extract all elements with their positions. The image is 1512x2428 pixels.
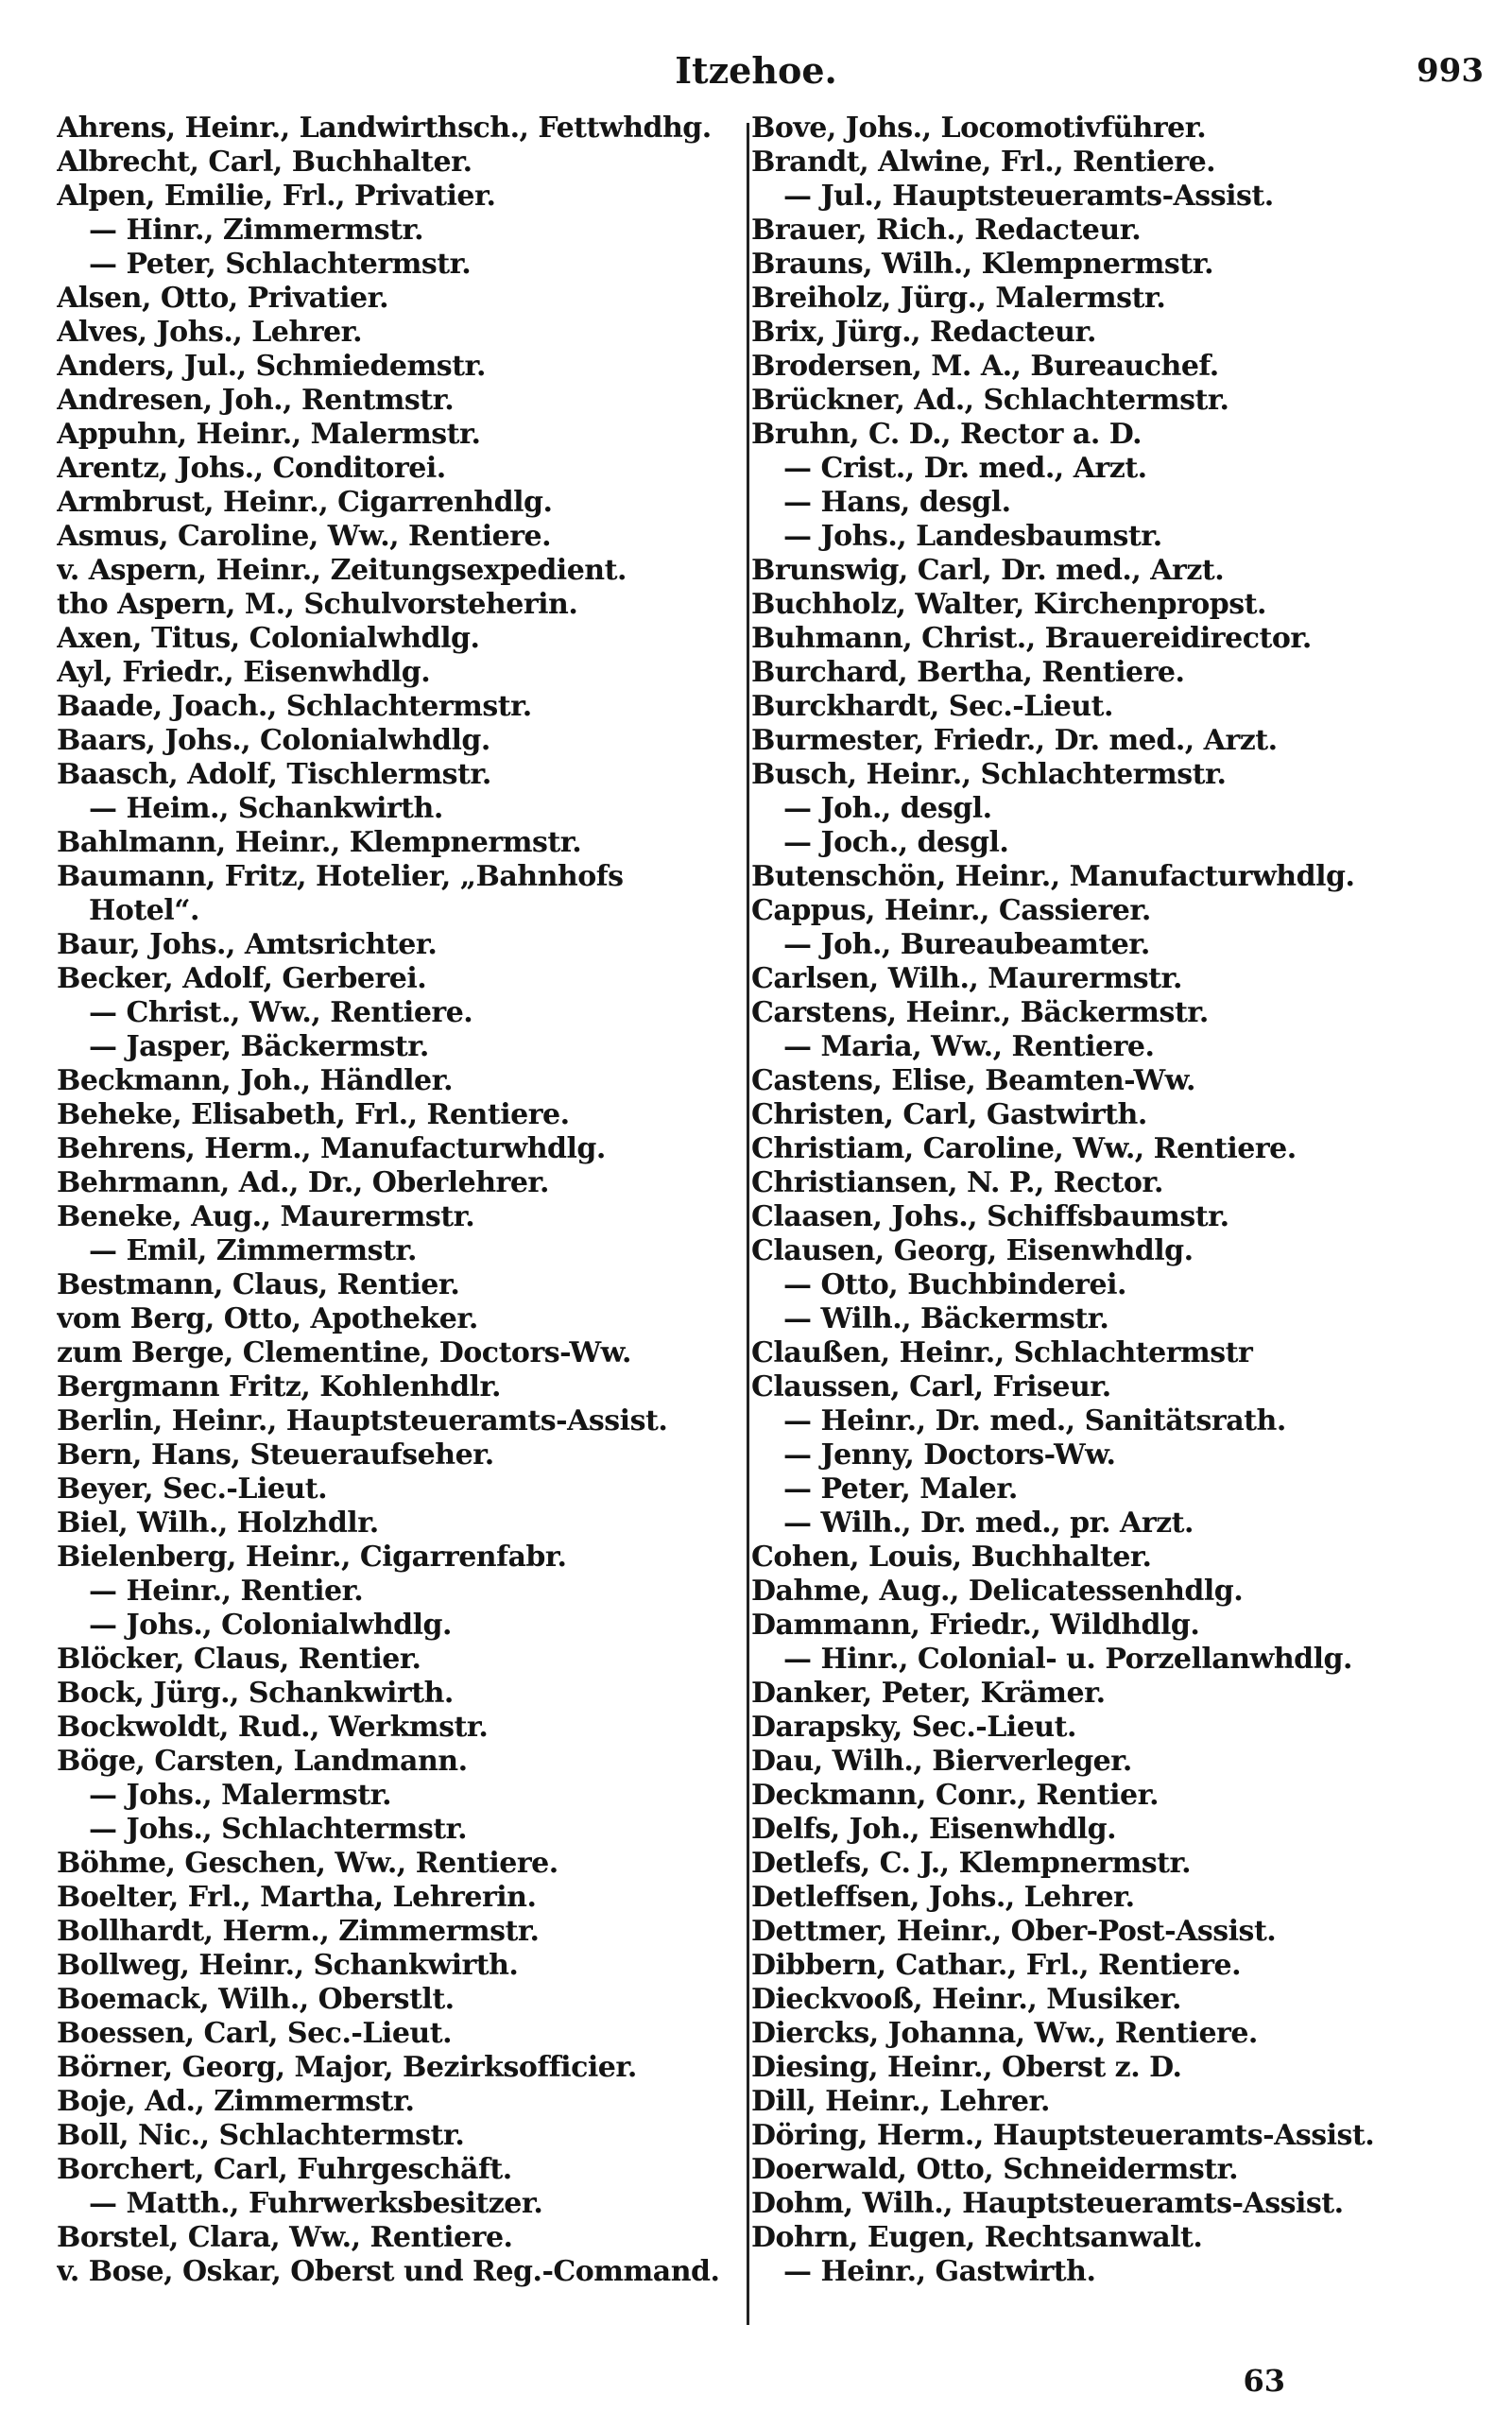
directory-entry: — Christ., Ww., Rentiere. [89,996,473,1029]
directory-entry: Dahme, Aug., Delicatessenhdlg. [751,1575,1244,1608]
directory-entry: Arentz, Johs., Conditorei. [57,452,446,485]
directory-entry: Dibbern, Cathar., Frl., Rentiere. [751,1949,1242,1982]
directory-entry: v. Bose, Oskar, Oberst und Reg.-Command. [57,2255,720,2288]
directory-entry: — Johs., Landesbaumstr. [783,520,1162,553]
directory-entry: Bock, Jürg., Schankwirth. [57,1677,454,1710]
directory-entry: Brauer, Rich., Redacteur. [751,214,1142,247]
directory-entry: Anders, Jul., Schmiedemstr. [57,350,486,383]
directory-entry: Borchert, Carl, Fuhrgeschäft. [57,2153,512,2186]
directory-entry: — Emil, Zimmermstr. [89,1234,417,1267]
directory-entry: Brückner, Ad., Schlachtermstr. [751,384,1229,417]
directory-entry: Asmus, Caroline, Ww., Rentiere. [57,520,552,553]
directory-entry: Brauns, Wilh., Klempnermstr. [751,248,1214,281]
directory-entry: Dau, Wilh., Bierverleger. [751,1745,1132,1778]
directory-entry: Alpen, Emilie, Frl., Privatier. [57,180,496,213]
directory-entry: Berlin, Heinr., Hauptsteueramts-Assist. [57,1404,668,1438]
directory-entry: Dieckvooß, Heinr., Musiker. [751,1983,1181,2016]
directory-entry: Busch, Heinr., Schlachtermstr. [751,758,1227,791]
directory-entry: Alves, Johs., Lehrer. [57,316,363,349]
directory-entry: Breiholz, Jürg., Malermstr. [751,282,1166,315]
directory-entry: — Peter, Schlachtermstr. [89,248,472,281]
directory-entry: — Joh., desgl. [783,792,992,825]
page-header [0,47,1512,95]
directory-entry: tho Aspern, M., Schulvorsteherin. [57,588,578,621]
directory-entry: Appuhn, Heinr., Malermstr. [57,418,481,451]
directory-entry: Cohen, Louis, Buchhalter. [751,1541,1152,1574]
directory-entry: — Hinr., Zimmermstr. [89,214,424,247]
directory-entry: Carlsen, Wilh., Maurermstr. [751,962,1182,995]
directory-entry: Boessen, Carl, Sec.-Lieut. [57,2017,453,2050]
left-column [57,112,751,2289]
directory-entry: Christiansen, N. P., Rector. [751,1166,1163,1199]
directory-entry: vom Berg, Otto, Apotheker. [57,1302,478,1335]
directory-entry: Christen, Carl, Gastwirth. [751,1098,1147,1131]
directory-entry: Bollweg, Heinr., Schankwirth. [57,1949,519,1982]
directory-entry: — Heim., Schankwirth. [89,792,443,825]
directory-entry: Claasen, Johs., Schiffsbaumstr. [751,1200,1229,1233]
directory-entry: Bockwoldt, Rud., Werkmstr. [57,1711,489,1744]
directory-entry: — Otto, Buchbinderei. [783,1268,1126,1301]
directory-entry: Bollhardt, Herm., Zimmermstr. [57,1915,540,1948]
directory-entry: Detleffsen, Johs., Lehrer. [751,1881,1135,1914]
directory-entry: Dohm, Wilh., Hauptsteueramts-Assist. [751,2187,1344,2220]
directory-entry: Detlefs, C. J., Klempnermstr. [751,1847,1192,1880]
directory-entry: Bahlmann, Heinr., Klempnermstr. [57,826,582,859]
directory-entry: Claussen, Carl, Friseur. [751,1370,1111,1403]
directory-entry: Baur, Johs., Amtsrichter. [57,928,438,961]
directory-entry: Armbrust, Heinr., Cigarrenhdlg. [57,486,553,519]
directory-entry: Andresen, Joh., Rentmstr. [57,384,455,417]
directory-entry: Bern, Hans, Steueraufseher. [57,1438,494,1472]
signature-number: 63 [1243,2363,1285,2399]
directory-entry: Cappus, Heinr., Cassierer. [751,894,1151,927]
directory-entry: Döring, Herm., Hauptsteueramts-Assist. [751,2119,1375,2152]
directory-entry: Baars, Johs., Colonialwhdlg. [57,724,490,757]
directory-entry: Carstens, Heinr., Bäckermstr. [751,996,1209,1029]
page-number: 993 [1417,52,1484,90]
directory-entry: Bergmann Fritz, Kohlenhdlr. [57,1370,501,1403]
directory-entry: Claußen, Heinr., Schlachtermstr [751,1336,1253,1369]
directory-entry: Doerwald, Otto, Schneidermstr. [751,2153,1239,2186]
directory-entry: — Jul., Hauptsteueramts-Assist. [783,180,1274,213]
directory-entry: Baasch, Adolf, Tischlermstr. [57,758,491,791]
directory-entry: Diercks, Johanna, Ww., Rentiere. [751,2017,1258,2050]
directory-entry: — Maria, Ww., Rentiere. [783,1030,1155,1063]
directory-entry: Burckhardt, Sec.-Lieut. [751,690,1113,723]
directory-entry: — Heinr., Rentier. [89,1575,364,1608]
directory-entry: Brix, Jürg., Redacteur. [751,316,1096,349]
directory-entry: — Hinr., Colonial- u. Porzellanwhdlg. [783,1643,1352,1676]
directory-entry: — Joch., desgl. [783,826,1009,859]
directory-entry: Clausen, Georg, Eisenwhdlg. [751,1234,1194,1267]
directory-entry: v. Aspern, Heinr., Zeitungsexpedient. [57,554,627,587]
directory-entry: Ahrens, Heinr., Landwirthsch., Fettwhdhg. [57,112,712,145]
directory-entry: Beyer, Sec.-Lieut. [57,1472,328,1506]
directory-entry: Bestmann, Claus, Rentier. [57,1268,460,1301]
directory-entry: Ayl, Friedr., Eisenwhdlg. [57,656,431,689]
directory-entry: Burmester, Friedr., Dr. med., Arzt. [751,724,1278,757]
directory-entry: Bove, Johs., Locomotivführer. [751,112,1207,145]
directory-entry: Diesing, Heinr., Oberst z. D. [751,2051,1182,2084]
directory-entry: Darapsky, Sec.-Lieut. [751,1711,1076,1744]
directory-entry: Beneke, Aug., Maurermstr. [57,1200,475,1233]
directory-entry: — Johs., Colonialwhdlg. [89,1609,452,1642]
directory-entry: — Joh., Bureaubeamter. [783,928,1150,961]
directory-entry: — Johs., Schlachtermstr. [89,1813,468,1846]
directory-entry: — Hans, desgl. [783,486,1011,519]
directory-entry: — Jasper, Bäckermstr. [89,1030,429,1063]
directory-entry: Buhmann, Christ., Brauereidirector. [751,622,1312,655]
directory-entry: Buchholz, Walter, Kirchenpropst. [751,588,1266,621]
directory-entry: — Wilh., Bäckermstr. [783,1302,1109,1335]
directory-entry: Baade, Joach., Schlachtermstr. [57,690,532,723]
directory-entry: Dohrn, Eugen, Rechtsanwalt. [751,2221,1203,2254]
directory-entry: — Peter, Maler. [783,1472,1018,1506]
directory-entry: Burchard, Bertha, Rentiere. [751,656,1185,689]
directory-entry: — Heinr., Dr. med., Sanitätsrath. [783,1404,1286,1438]
directory-entry: Biel, Wilh., Holzhdlr. [57,1507,379,1540]
directory-entry: Beheke, Elisabeth, Frl., Rentiere. [57,1098,570,1131]
directory-entry: Hotel“. [89,894,199,927]
directory-entry: — Wilh., Dr. med., pr. Arzt. [783,1507,1194,1540]
directory-entry: Axen, Titus, Colonialwhdlg. [57,622,480,655]
directory-entry: Deckmann, Conr., Rentier. [751,1779,1160,1812]
directory-entry: Beckmann, Joh., Händler. [57,1064,454,1097]
directory-entry: Boelter, Frl., Martha, Lehrerin. [57,1881,537,1914]
directory-entry: Dammann, Friedr., Wildhdlg. [751,1609,1200,1642]
directory-entry: — Johs., Malermstr. [89,1779,392,1812]
directory-entry: Christiam, Caroline, Ww., Rentiere. [751,1132,1297,1165]
directory-entry: Bruhn, C. D., Rector a. D. [751,418,1143,451]
page-title: Itzehoe. [675,49,837,92]
directory-entry: — Heinr., Gastwirth. [783,2255,1096,2288]
directory-entry: — Crist., Dr. med., Arzt. [783,452,1147,485]
directory-entry: Borstel, Clara, Ww., Rentiere. [57,2221,513,2254]
directory-entry: Dettmer, Heinr., Ober-Post-Assist. [751,1915,1277,1948]
directory-entry: Brandt, Alwine, Frl., Rentiere. [751,146,1216,179]
directory-entry: Böhme, Geschen, Ww., Rentiere. [57,1847,558,1880]
directory-entry: Behrens, Herm., Manufacturwhdlg. [57,1132,606,1165]
directory-entry: — Jenny, Doctors-Ww. [783,1438,1116,1472]
directory-entry: Brodersen, M. A., Bureauchef. [751,350,1219,383]
directory-entry: Börner, Georg, Major, Bezirksofficier. [57,2051,637,2084]
directory-entry: Bielenberg, Heinr., Cigarrenfabr. [57,1541,567,1574]
directory-entry: Boemack, Wilh., Oberstlt. [57,1983,455,2016]
directory-entry: Dill, Heinr., Lehrer. [751,2085,1050,2118]
directory-entry: Baumann, Fritz, Hotelier, „Bahnhofs [57,860,624,893]
directory-entry: Albrecht, Carl, Buchhalter. [57,146,472,179]
right-column [751,112,1488,2289]
directory-entry: Blöcker, Claus, Rentier. [57,1643,421,1676]
directory-entry: — Matth., Fuhrwerksbesitzer. [89,2187,543,2220]
directory-entry: Böge, Carsten, Landmann. [57,1745,468,1778]
directory-entry: Boje, Ad., Zimmermstr. [57,2085,415,2118]
directory-entry: Danker, Peter, Krämer. [751,1677,1106,1710]
column-divider [747,123,749,2325]
directory-entry: Becker, Adolf, Gerberei. [57,962,427,995]
directory-entry: Butenschön, Heinr., Manufacturwhdlg. [751,860,1355,893]
directory-entry: Boll, Nic., Schlachtermstr. [57,2119,465,2152]
directory-entry: Alsen, Otto, Privatier. [57,282,389,315]
directory-entry: zum Berge, Clementine, Doctors-Ww. [57,1336,631,1369]
directory-entry: Castens, Elise, Beamten-Ww. [751,1064,1195,1097]
directory-entry: Brunswig, Carl, Dr. med., Arzt. [751,554,1225,587]
directory-entry: Behrmann, Ad., Dr., Oberlehrer. [57,1166,549,1199]
directory-entry: Delfs, Joh., Eisenwhdlg. [751,1813,1117,1846]
